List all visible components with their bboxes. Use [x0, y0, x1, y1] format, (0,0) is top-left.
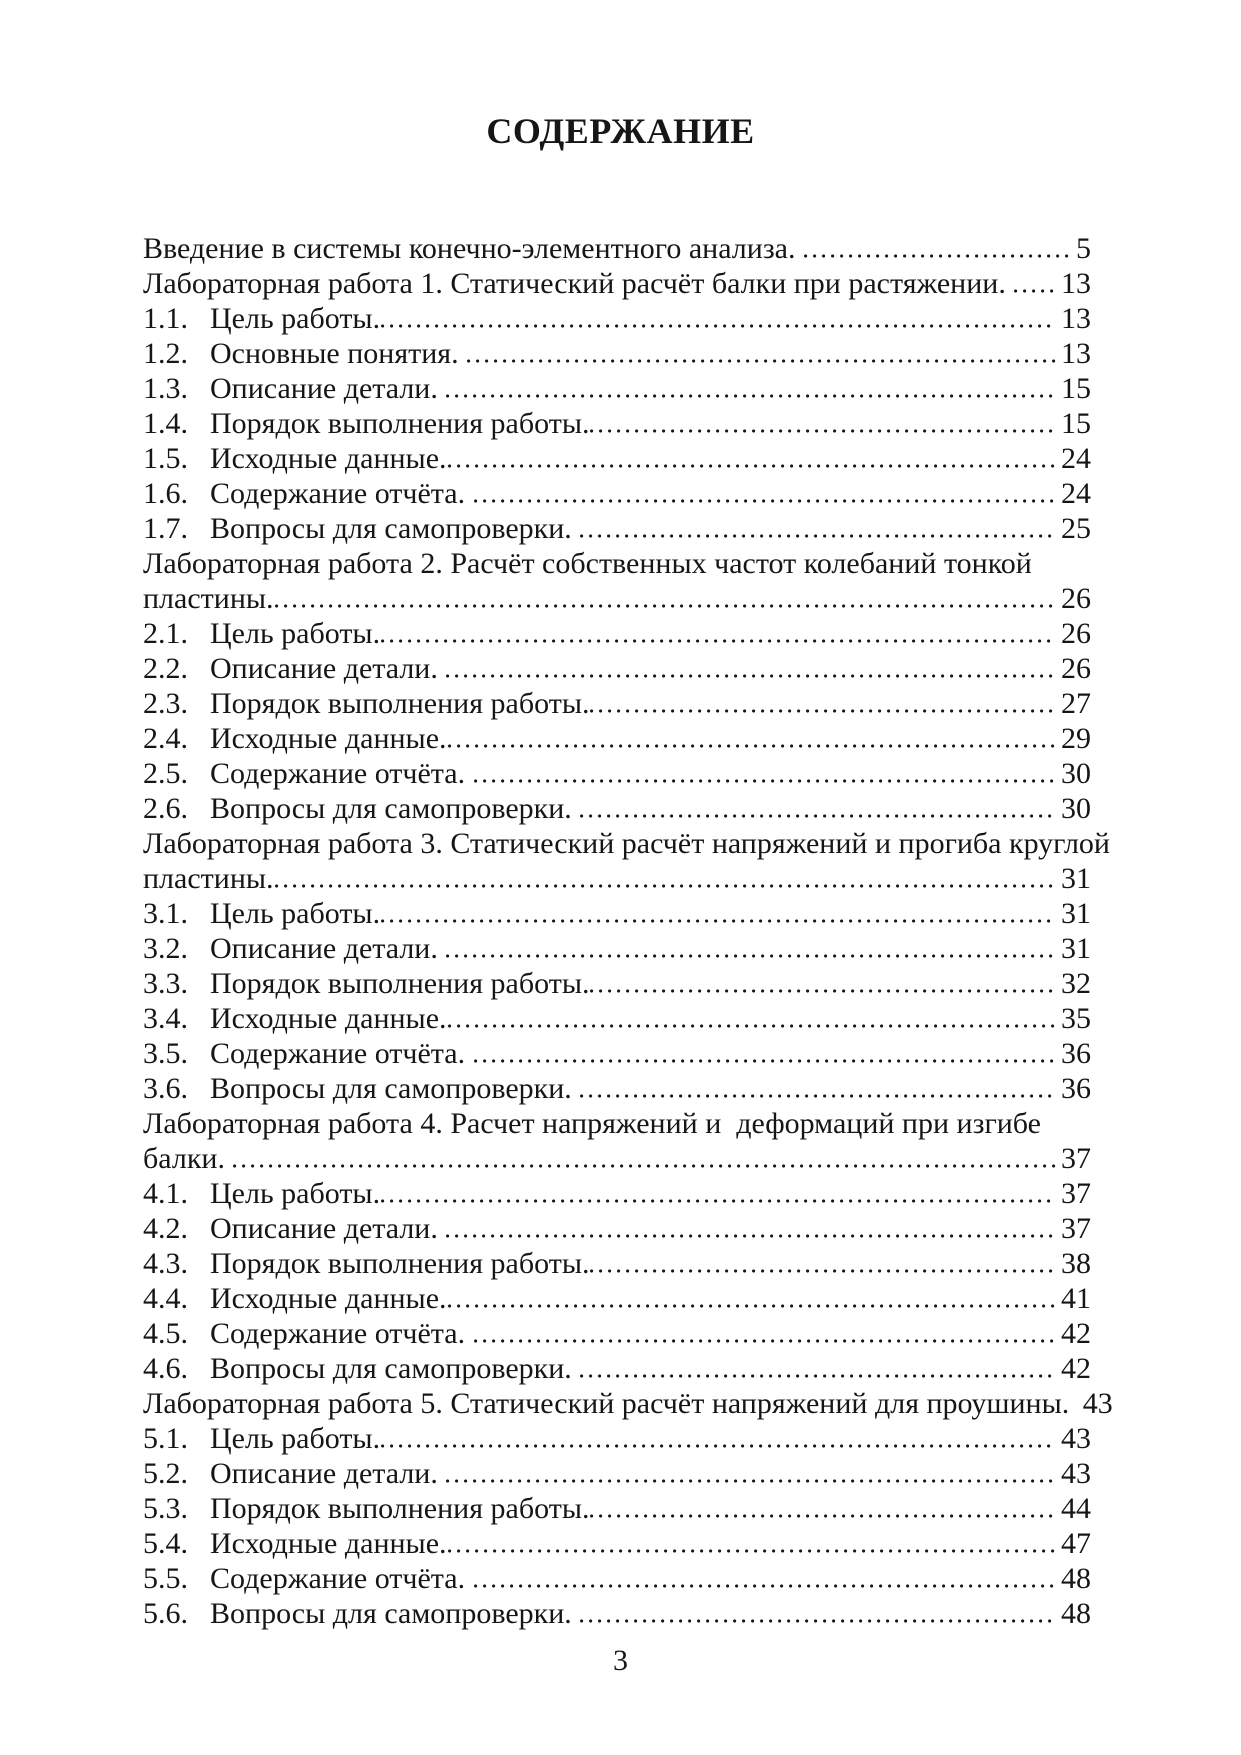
dot-leader [381, 919, 1056, 923]
toc-entry-page: 36 [1061, 1072, 1091, 1105]
toc-entry-page: 13 [1061, 302, 1091, 335]
toc-entry-title: Вопросы для самопроверки. [210, 1072, 580, 1105]
toc-row [143, 1386, 1113, 1421]
toc-entry-title: Лабораторная работа 1. Статический расчёт балки при растяжении. [143, 267, 1014, 300]
toc-entry-page: 24 [1061, 477, 1091, 510]
toc-entry-number: 4.6. [143, 1352, 188, 1385]
toc-entry-page: 30 [1061, 757, 1091, 790]
dot-leader [381, 639, 1056, 643]
dot-leader [590, 709, 1056, 713]
toc-row [143, 861, 1091, 896]
toc-entry-number: 1.5. [143, 442, 188, 475]
toc-row [143, 1281, 1091, 1316]
toc-entry-title: Вопросы для самопроверки. [210, 792, 580, 825]
toc-entry-page: 13 [1061, 337, 1091, 370]
toc-entry-title: Лабораторная работа 2. Расчёт собственных частот колебаний тонкой [143, 547, 1032, 580]
dot-leader [448, 464, 1056, 468]
toc-entry-number: 4.5. [143, 1317, 188, 1350]
toc-entry-title: Основные понятия. [210, 337, 467, 370]
dot-leader [474, 1584, 1056, 1588]
toc-row [143, 1071, 1091, 1106]
page-number: 3 [613, 1644, 628, 1677]
toc-entry-title: Лабораторная работа 5. Статический расчёт напряжений для проушины. [143, 1387, 1077, 1420]
toc-entry-page: 48 [1061, 1597, 1091, 1630]
toc-entry-number: 5.3. [143, 1492, 188, 1525]
toc-entry-number: 2.5. [143, 757, 188, 790]
toc-entry-page: 42 [1061, 1317, 1091, 1350]
toc-row [143, 686, 1091, 721]
toc-row [143, 931, 1091, 966]
toc-entry-title: Исходные данные. [210, 1527, 447, 1560]
toc-entry-title: Исходные данные. [210, 722, 447, 755]
dot-leader [590, 429, 1056, 433]
dot-leader [580, 1619, 1056, 1623]
toc-entry-number: 1.2. [143, 337, 188, 370]
toc-row [143, 1036, 1091, 1071]
toc-entry-number: 2.6. [143, 792, 188, 825]
toc-entry-title: пластины. [143, 862, 274, 895]
table-of-contents [143, 231, 1113, 1631]
toc-entry-number: 2.3. [143, 687, 188, 720]
toc-entry-title: Порядок выполнения работы. [210, 1247, 590, 1280]
toc-entry-page: 15 [1061, 407, 1091, 440]
toc-entry-title: Описание детали. [210, 932, 446, 965]
dot-leader [381, 1199, 1056, 1203]
toc-row [143, 651, 1091, 686]
dot-leader [275, 884, 1056, 888]
dot-leader [446, 954, 1056, 958]
toc-row [143, 371, 1091, 406]
toc-row [143, 966, 1091, 1001]
toc-entry-title: балки. [143, 1142, 233, 1175]
toc-entry-title: пластины. [143, 582, 274, 615]
toc-entry-title: Содержание отчёта. [210, 757, 473, 790]
toc-entry-page: 26 [1061, 617, 1091, 650]
toc-entry-title: Описание детали. [210, 1457, 446, 1490]
toc-row [143, 1001, 1091, 1036]
toc-entry-number: 5.5. [143, 1562, 188, 1595]
toc-entry-page: 31 [1061, 897, 1091, 930]
toc-row [143, 1246, 1091, 1281]
toc-entry-number: 2.4. [143, 722, 188, 755]
toc-entry-page: 35 [1061, 1002, 1091, 1035]
toc-entry-title: Порядок выполнения работы. [210, 967, 590, 1000]
toc-entry-page: 37 [1061, 1212, 1091, 1245]
toc-entry-title: Описание детали. [210, 652, 446, 685]
toc-row [143, 476, 1091, 511]
toc-entry-page: 29 [1061, 722, 1091, 755]
dot-leader [590, 1514, 1056, 1518]
toc-entry-title: Исходные данные. [210, 1002, 447, 1035]
toc-entry-page: 32 [1061, 967, 1091, 1000]
toc-entry-page: 48 [1061, 1562, 1091, 1595]
toc-entry-title: Цель работы. [210, 1422, 381, 1455]
toc-row [143, 1106, 1091, 1141]
toc-entry-number: 1.4. [143, 407, 188, 440]
toc-entry-title: Цель работы. [210, 302, 381, 335]
toc-entry-page: 43 [1061, 1422, 1091, 1455]
toc-entry-number: 1.3. [143, 372, 188, 405]
toc-entry-page: 31 [1061, 862, 1091, 895]
toc-entry-page: 24 [1061, 442, 1091, 475]
toc-entry-page: 36 [1061, 1037, 1091, 1070]
toc-entry-title: Вопросы для самопроверки. [210, 512, 580, 545]
toc-entry-title: Исходные данные. [210, 1282, 447, 1315]
toc-entry-page: 31 [1061, 932, 1091, 965]
dot-leader [474, 779, 1056, 783]
dot-leader [580, 814, 1056, 818]
toc-entry-page: 26 [1061, 582, 1091, 615]
toc-row [143, 581, 1091, 616]
toc-row [143, 896, 1091, 931]
toc-row [143, 546, 1091, 581]
dot-leader [467, 359, 1056, 363]
toc-entry-title: Цель работы. [210, 617, 381, 650]
dot-leader [474, 1339, 1056, 1343]
toc-row [143, 1456, 1091, 1491]
toc-entry-page: 37 [1061, 1142, 1091, 1175]
dot-leader [580, 534, 1056, 538]
toc-row [143, 791, 1091, 826]
dot-leader [448, 1024, 1056, 1028]
toc-entry-title: Содержание отчёта. [210, 477, 473, 510]
toc-entry-number: 4.1. [143, 1177, 188, 1210]
toc-entry-page: 37 [1061, 1177, 1091, 1210]
toc-row [143, 406, 1091, 441]
dot-leader [448, 744, 1056, 748]
toc-row [143, 1141, 1091, 1176]
toc-entry-page: 43 [1061, 1457, 1091, 1490]
toc-entry-title: Порядок выполнения работы. [210, 1492, 590, 1525]
toc-entry-page: 27 [1061, 687, 1091, 720]
toc-row [143, 826, 1110, 861]
toc-entry-title: Порядок выполнения работы. [210, 407, 590, 440]
toc-entry-number: 2.2. [143, 652, 188, 685]
toc-row [143, 1176, 1091, 1211]
toc-entry-page: 47 [1061, 1527, 1091, 1560]
toc-entry-page: 41 [1061, 1282, 1091, 1315]
toc-entry-number: 5.4. [143, 1527, 188, 1560]
toc-entry-number: 5.1. [143, 1422, 188, 1455]
toc-entry-title: Вопросы для самопроверки. [210, 1597, 580, 1630]
toc-entry-title: Цель работы. [210, 1177, 381, 1210]
dot-leader [474, 499, 1056, 503]
toc-entry-number: 3.2. [143, 932, 188, 965]
toc-row [143, 511, 1091, 546]
toc-entry-page: 13 [1061, 267, 1091, 300]
toc-entry-number: 1.6. [143, 477, 188, 510]
toc-entry-title: Исходные данные. [210, 442, 447, 475]
page-title: СОДЕРЖАНИЕ [486, 111, 755, 151]
toc-row [143, 336, 1091, 371]
toc-entry-number: 3.6. [143, 1072, 188, 1105]
dot-leader [233, 1164, 1056, 1168]
toc-entry-number: 1.7. [143, 512, 188, 545]
toc-entry-title: Цель работы. [210, 897, 381, 930]
dot-leader [381, 1444, 1056, 1448]
toc-row [143, 721, 1091, 756]
toc-entry-number: 2.1. [143, 617, 188, 650]
toc-row [143, 1316, 1091, 1351]
dot-leader [474, 1059, 1056, 1063]
toc-row [143, 1526, 1091, 1561]
toc-row [143, 1421, 1091, 1456]
toc-entry-page: 44 [1061, 1492, 1091, 1525]
toc-entry-number: 5.6. [143, 1597, 188, 1630]
toc-entry-title: Лабораторная работа 3. Статический расчёт напряжений и прогиба круглой [143, 827, 1110, 860]
toc-entry-title: Порядок выполнения работы. [210, 687, 590, 720]
dot-leader [381, 324, 1056, 328]
toc-row [143, 231, 1091, 266]
toc-entry-number: 1.1. [143, 302, 188, 335]
toc-row [143, 756, 1091, 791]
dot-leader [448, 1549, 1056, 1553]
dot-leader [446, 1479, 1056, 1483]
toc-row [143, 441, 1091, 476]
dot-leader [448, 1304, 1056, 1308]
toc-entry-page: 42 [1061, 1352, 1091, 1385]
toc-entry-page: 38 [1061, 1247, 1091, 1280]
toc-entry-page: 25 [1061, 512, 1091, 545]
toc-entry-title: Лабораторная работа 4. Расчет напряжений и деформаций при изгибе [143, 1107, 1041, 1140]
toc-row [143, 1561, 1091, 1596]
toc-row [143, 301, 1091, 336]
dot-leader [446, 1234, 1056, 1238]
toc-row [143, 1211, 1091, 1246]
toc-entry-title: Описание детали. [210, 372, 446, 405]
toc-entry-number: 3.4. [143, 1002, 188, 1035]
dot-leader [590, 989, 1056, 993]
toc-entry-title: Вопросы для самопроверки. [210, 1352, 580, 1385]
toc-entry-number: 3.1. [143, 897, 188, 930]
dot-leader [1014, 289, 1056, 293]
toc-entry-page: 5 [1076, 232, 1091, 265]
toc-row [143, 1491, 1091, 1526]
toc-entry-title: Введение в системы конечно-элементного анализа. [143, 232, 803, 265]
toc-entry-number: 4.3. [143, 1247, 188, 1280]
toc-entry-page: 26 [1061, 652, 1091, 685]
toc-entry-page: 43 [1082, 1387, 1113, 1420]
dot-leader [804, 254, 1071, 258]
toc-entry-page: 15 [1061, 372, 1091, 405]
toc-entry-number: 4.4. [143, 1282, 188, 1315]
dot-leader [275, 604, 1056, 608]
dot-leader [580, 1374, 1056, 1378]
dot-leader [580, 1094, 1056, 1098]
toc-row [143, 616, 1091, 651]
toc-entry-number: 4.2. [143, 1212, 188, 1245]
toc-entry-title: Содержание отчёта. [210, 1562, 473, 1595]
dot-leader [446, 394, 1056, 398]
toc-entry-title: Содержание отчёта. [210, 1317, 473, 1350]
toc-row [143, 266, 1091, 301]
toc-entry-title: Содержание отчёта. [210, 1037, 473, 1070]
dot-leader [590, 1269, 1056, 1273]
toc-row [143, 1351, 1091, 1386]
toc-entry-number: 5.2. [143, 1457, 188, 1490]
toc-row [143, 1596, 1091, 1631]
toc-entry-number: 3.5. [143, 1037, 188, 1070]
toc-entry-number: 3.3. [143, 967, 188, 1000]
toc-entry-title: Описание детали. [210, 1212, 446, 1245]
toc-entry-page: 30 [1061, 792, 1091, 825]
dot-leader [446, 674, 1056, 678]
